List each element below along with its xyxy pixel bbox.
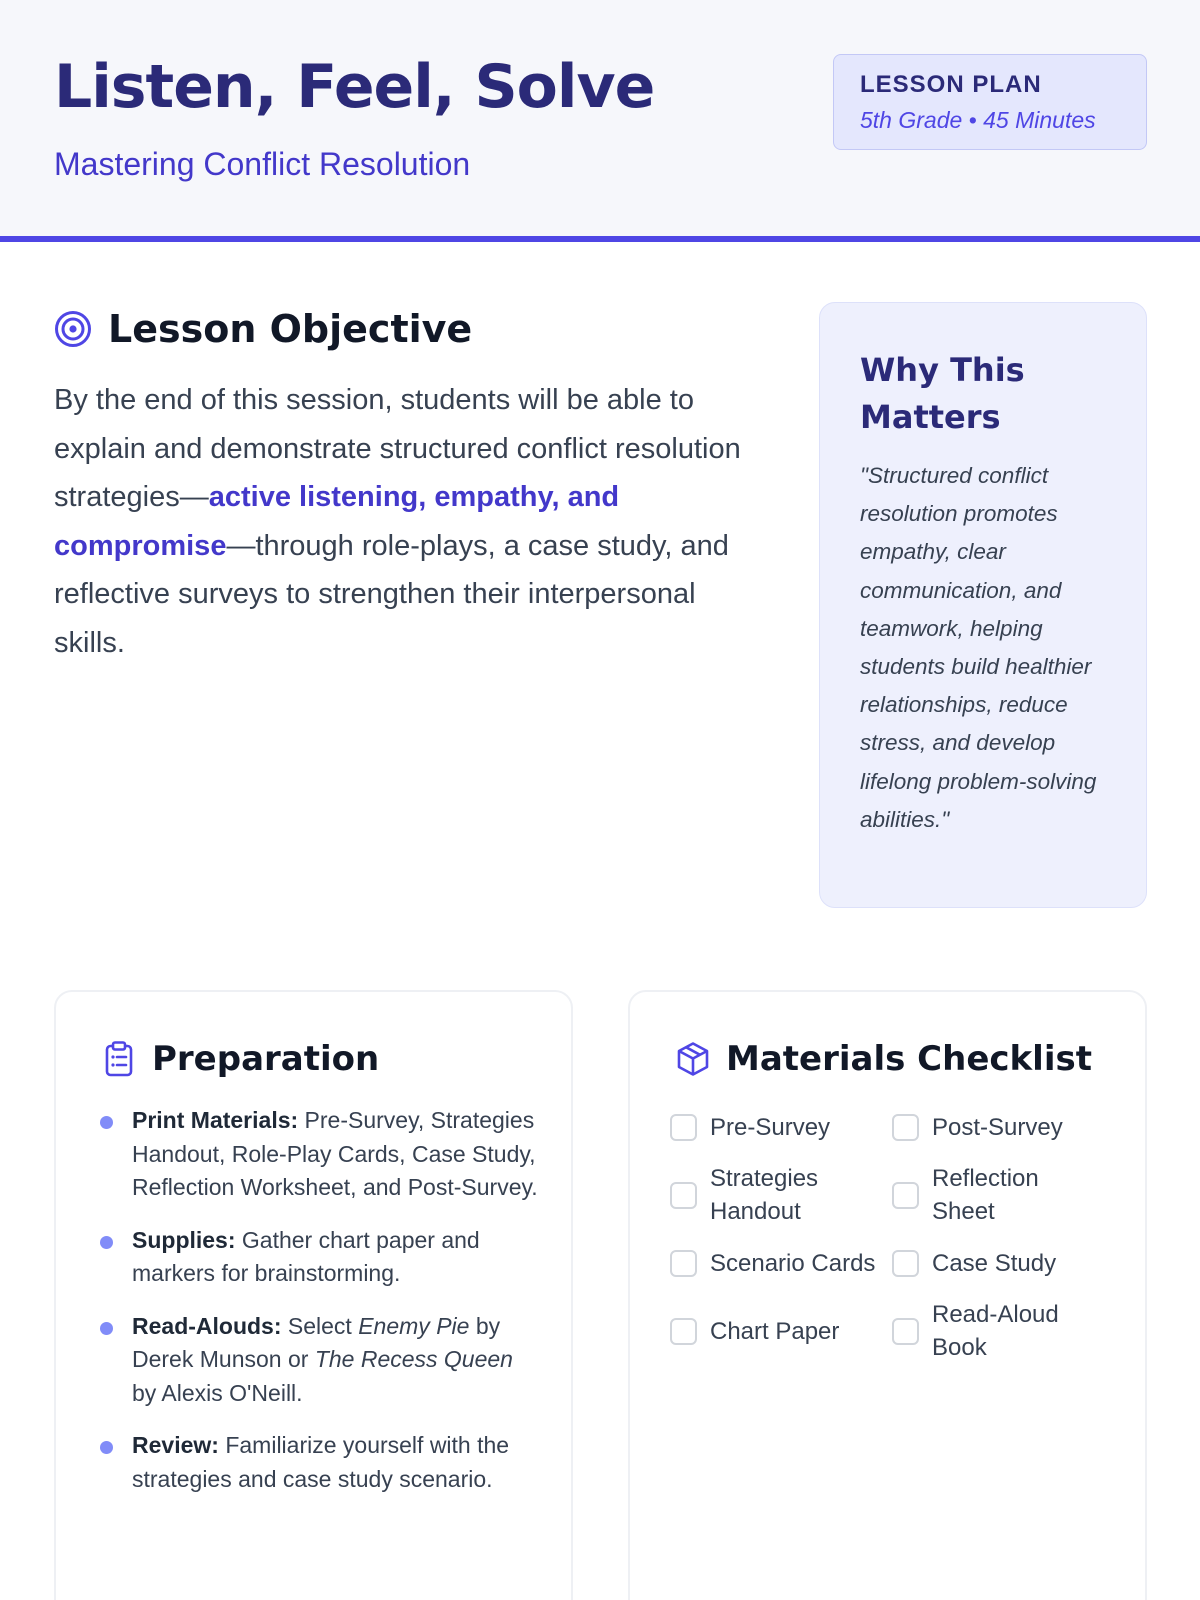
checkbox[interactable] bbox=[670, 1318, 697, 1345]
item-label: Read-Alouds: bbox=[132, 1312, 282, 1339]
materials-title: Materials Checklist bbox=[726, 1039, 1092, 1079]
preparation-list bbox=[100, 1104, 540, 1515]
page-title: Listen, Feel, Solve bbox=[54, 52, 655, 122]
list-item bbox=[100, 1104, 540, 1205]
lesson-plan-badge bbox=[833, 54, 1147, 150]
target-icon bbox=[54, 310, 92, 348]
why-title: Why This Matters bbox=[860, 351, 1025, 436]
badge-label: LESSON PLAN bbox=[860, 71, 1042, 98]
checklist-item-read-aloud-book[interactable] bbox=[892, 1298, 1110, 1364]
checklist-label: Post-Survey bbox=[932, 1113, 1063, 1141]
item-text: Select bbox=[281, 1312, 359, 1339]
checkbox[interactable] bbox=[892, 1250, 919, 1277]
checklist-label: Read-Aloud Book bbox=[932, 1301, 1059, 1361]
objective-heading bbox=[54, 304, 472, 354]
materials-heading bbox=[674, 1032, 1092, 1086]
checkbox[interactable] bbox=[892, 1114, 919, 1141]
checklist-item-strategies-handout[interactable] bbox=[670, 1162, 892, 1228]
objective-text bbox=[54, 376, 774, 668]
checklist-label: Scenario Cards bbox=[710, 1249, 876, 1277]
checklist-label: Reflection Sheet bbox=[932, 1165, 1039, 1225]
item-text: Gather chart paper and markers for brainstorming. bbox=[132, 1226, 480, 1286]
why-this-matters-card bbox=[819, 302, 1147, 908]
checklist-item-chart-paper[interactable] bbox=[670, 1298, 892, 1364]
checklist-item-reflection-sheet[interactable] bbox=[892, 1162, 1110, 1228]
checkbox[interactable] bbox=[892, 1182, 919, 1209]
objective-highlight: active listening, empathy, and compromise bbox=[54, 481, 620, 562]
item-text: Familiarize yourself with the strategies and case study scenario. bbox=[132, 1432, 510, 1492]
page-header bbox=[0, 0, 1200, 242]
objective-title: Lesson Objective bbox=[108, 307, 473, 351]
checkbox[interactable] bbox=[670, 1182, 697, 1209]
book-title-enemy-pie: Enemy Pie bbox=[358, 1312, 470, 1339]
badge-meta: 5th Grade • 45 Minutes bbox=[860, 107, 1096, 133]
list-item bbox=[100, 1310, 540, 1411]
item-text: by Alexis O'Neill. bbox=[132, 1379, 303, 1406]
checklist-item-post-survey[interactable] bbox=[892, 1104, 1110, 1150]
checkbox[interactable] bbox=[670, 1250, 697, 1277]
checklist-item-pre-survey[interactable] bbox=[670, 1104, 892, 1150]
item-label: Print Materials: bbox=[132, 1107, 299, 1133]
list-item bbox=[100, 1429, 540, 1496]
page-subtitle: Mastering Conflict Resolution bbox=[54, 146, 471, 182]
checklist-item-scenario-cards[interactable] bbox=[670, 1240, 892, 1286]
item-label: Review: bbox=[132, 1432, 219, 1458]
checklist-label: Strategies Handout bbox=[710, 1165, 819, 1225]
checklist-label: Chart Paper bbox=[710, 1317, 840, 1345]
preparation-card bbox=[54, 990, 573, 1600]
item-text: by Derek Munson or bbox=[132, 1312, 501, 1372]
box-icon bbox=[674, 1040, 712, 1078]
item-text: Pre-Survey, Strategies Handout, Role-Play Cards, Case Study, Reflection Worksheet, and Post-Survey. bbox=[132, 1107, 538, 1200]
objective-text-end: —through role-plays, a case study, and reflective surveys to strengthen their interpersonal skills. bbox=[54, 529, 729, 659]
materials-checklist bbox=[670, 1104, 1110, 1364]
clipboard-icon bbox=[100, 1040, 138, 1078]
why-quote: "Structured conflict resolution promotes empathy, clear communication, and teamwork, helping students build healthier relationships, reduce stress, and develop lifelong problem-solving abilities." bbox=[860, 463, 1097, 832]
materials-card bbox=[628, 990, 1147, 1600]
book-title-recess-queen: The Recess Queen bbox=[314, 1346, 513, 1372]
preparation-title: Preparation bbox=[152, 1039, 380, 1079]
checklist-label: Pre-Survey bbox=[710, 1113, 831, 1141]
list-item bbox=[100, 1224, 540, 1291]
checkbox[interactable] bbox=[892, 1318, 919, 1345]
item-label: Supplies: bbox=[132, 1226, 236, 1253]
objective-text-start: By the end of this session, students will be able to explain and demonstrate structured conflict resolution strategies— bbox=[54, 384, 741, 514]
checklist-label: Case Study bbox=[932, 1249, 1057, 1277]
preparation-heading bbox=[100, 1032, 379, 1086]
checklist-item-case-study[interactable] bbox=[892, 1240, 1110, 1286]
checkbox[interactable] bbox=[670, 1114, 697, 1141]
